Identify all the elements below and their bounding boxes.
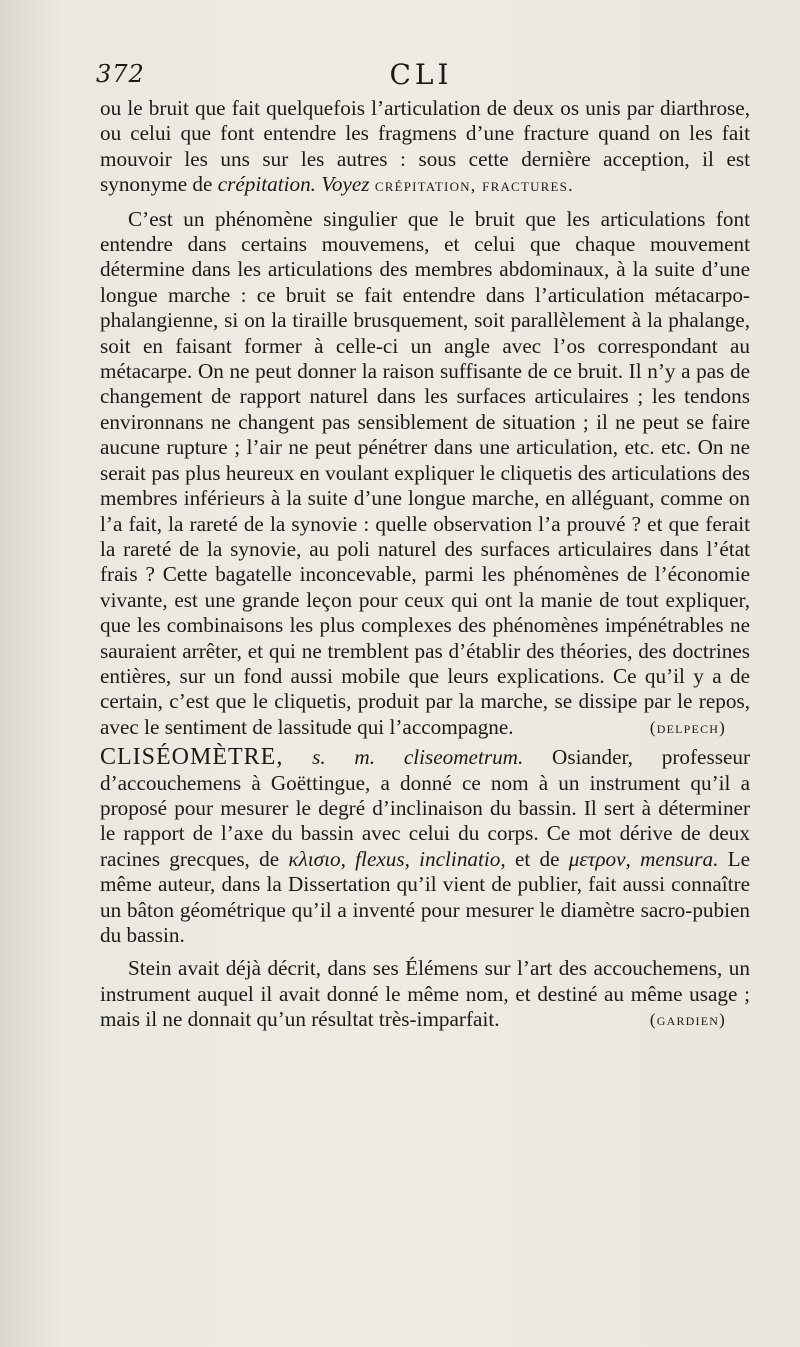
greek-root: κλισιο, bbox=[288, 846, 346, 871]
paragraph-text: Le même auteur, dans la Dissertation qu’il vient de publier, fait aussi connaître un bâton géométrique qu’il a inventé pour mesurer le diamètre sacro-pubien du bassin. bbox=[100, 846, 751, 947]
grammar-note: s. m. bbox=[312, 745, 376, 770]
latin-gloss: flexus, inclinatio, bbox=[355, 846, 506, 871]
conjunction-text: et de bbox=[514, 846, 560, 871]
entry-line: ou le bruit que fait quelquefois l’articulation de deux os bbox=[100, 96, 580, 120]
synonym: crépitation. bbox=[217, 172, 316, 197]
voyez-label: Voyez bbox=[321, 172, 370, 197]
cross-references: crépitation, fractures. bbox=[374, 175, 574, 196]
headword: CLISÉOMÈTRE, bbox=[100, 744, 284, 771]
latin-gloss: mensura. bbox=[640, 846, 719, 871]
running-title: CLI bbox=[389, 58, 453, 91]
paragraph-cliquetis bbox=[100, 207, 750, 741]
running-head bbox=[96, 60, 746, 94]
entry-cliseometre bbox=[100, 745, 750, 948]
paragraph-text: Osiander, professeur d’accouchemens à Goëttingue, a donné ce nom à un instrument qu’il a proposé pour mesurer le degré d’inclinaison du bassin. Il sert à déterminer le rapport de l’axe du bassin avec celui du corps. Ce mot dérive de deux racines grecques, de bbox=[100, 745, 751, 871]
author-signature: (delpech) bbox=[649, 717, 726, 737]
page-number: 372 bbox=[96, 60, 145, 88]
entry-line: d’une fracture quand on les fait mouvoir les uns sur les autres : bbox=[100, 121, 751, 171]
entry-line: unis par diarthrose, ou celui que font entendre les fragmens bbox=[100, 96, 751, 146]
paragraph-stein bbox=[100, 956, 750, 1032]
paragraph-text: Stein avait déjà décrit, dans ses Élémens sur l’art des accouchemens, un instrument auquel il avait donné le même nom, et destiné au même usage ; mais il ne donnait qu’un résultat très-imparfait. bbox=[100, 956, 750, 1032]
author-signature: (gardien) bbox=[649, 1010, 726, 1030]
paragraph-text: C’est un phénomène singulier que le bruit que les articulations font entendre dans certains mouvemens, et celui que chaque mouvement détermine dans les articulations des membres abdominaux, à la suite d’une longue marche : ce bruit se fait entendre dans l’articulation métacarpo-phalangienne, si on la tiraille brusquement, soit parallèlement à la phalange, soit en faisant former à celle-ci un angle avec l’os correspondant au métacarpe. On ne peut donner la raison suffisante de ce bruit. Il n’y a pas de changement de rapport naturel dans les surfaces articulaires ; les tendons environnans ne changent pas sensiblement de situation ; il ne peut se faire aucune rupture ; l’air ne peut pénétrer dans une articulation, etc. etc. On ne serait pas plus heureux en voulant expliquer le cliquetis des articulations des membres inférieurs à la suite d’une longue marche, en alléguant, comme on l’a fait, la rareté de la synovie : quelle observation l’a prouvé ? et que ferait la rareté de la synovie, au poli naturel des surfaces articulaires dans l’état frais ? Cette bagatelle inconcevable, parmi les phénomènes de l’économie vivante, est une grande leçon pour ceux qui ont la manie de tout expliquer, que les combinaisons les plus complexes des phénomènes impénétrables ne sauraient arrêter, et qui ne tremblent pas d’établir des théories, des doctrines entières, sur un fond aussi mobile que leurs explications. Ce qu’il y a de certain, c’est que le cliquetis, produit par la marche, se dissipe par le repos, avec le sentiment de lassitude qui l’accompagne. bbox=[100, 206, 750, 739]
entry-bruit bbox=[100, 96, 750, 199]
latin-term: cliseometrum. bbox=[403, 745, 524, 770]
entry-line: sous cette dernière acception, il est synonyme de bbox=[100, 146, 751, 197]
greek-root: μετρον, bbox=[568, 846, 631, 871]
text-block bbox=[100, 96, 750, 1033]
